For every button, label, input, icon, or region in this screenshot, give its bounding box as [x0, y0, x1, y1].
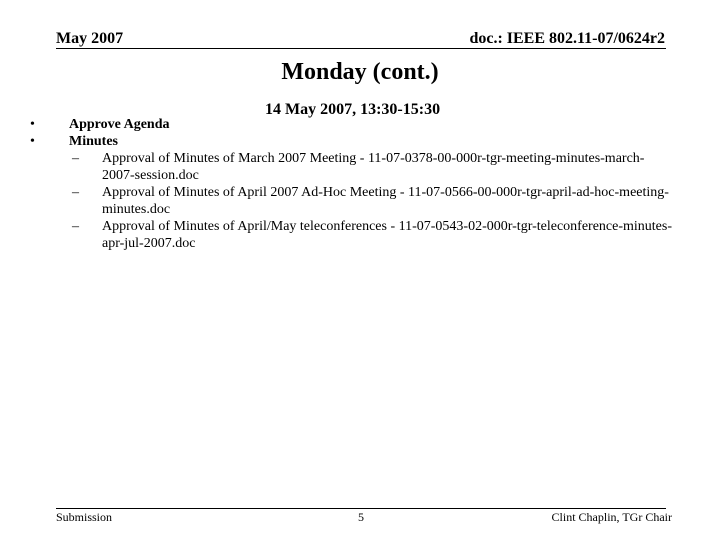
sub-item-april-minutes [30, 184, 680, 218]
bullet-item-approve-agenda [30, 116, 680, 133]
bullet-glyph: • [30, 134, 35, 149]
sub-item-text: Approval of Minutes of April 2007 Ad-Hoc Meeting - 11-07-0566-00-000r-tgr-april-ad-hoc-meeting-minutes.doc [102, 185, 669, 217]
bullet-glyph: • [30, 117, 35, 132]
bullet-item-minutes [30, 133, 680, 150]
footer-author: Clint Chaplin, TGr Chair [551, 510, 672, 524]
page-number: 5 [358, 510, 364, 524]
sub-item-teleconference-minutes [30, 218, 680, 252]
slide-subtitle: 14 May 2007, 13:30-15:30 [265, 101, 441, 118]
header-rule [56, 48, 666, 49]
bullet-list [30, 116, 680, 252]
bullet-text: Minutes [69, 134, 118, 149]
footer-submission: Submission [56, 510, 113, 524]
header-doc-id: doc.: IEEE 802.11-07/0624r2 [469, 30, 665, 47]
bullet-text: Approve Agenda [69, 117, 170, 132]
footer-rule [56, 508, 666, 509]
dash-glyph: – [72, 151, 79, 166]
sub-item-march-minutes [30, 150, 680, 184]
sub-item-text: Approval of Minutes of April/May teleconferences - 11-07-0543-02-000r-tgr-teleconference-minutes-apr-jul-2007.doc [102, 219, 672, 251]
sub-item-text: Approval of Minutes of March 2007 Meeting - 11-07-0378-00-000r-tgr-meeting-minutes-march-2007-session.doc [102, 151, 645, 183]
dash-glyph: – [72, 185, 79, 200]
dash-glyph: – [72, 219, 79, 234]
slide-title: Monday (cont.) [281, 59, 439, 85]
header-date: May 2007 [56, 30, 124, 47]
